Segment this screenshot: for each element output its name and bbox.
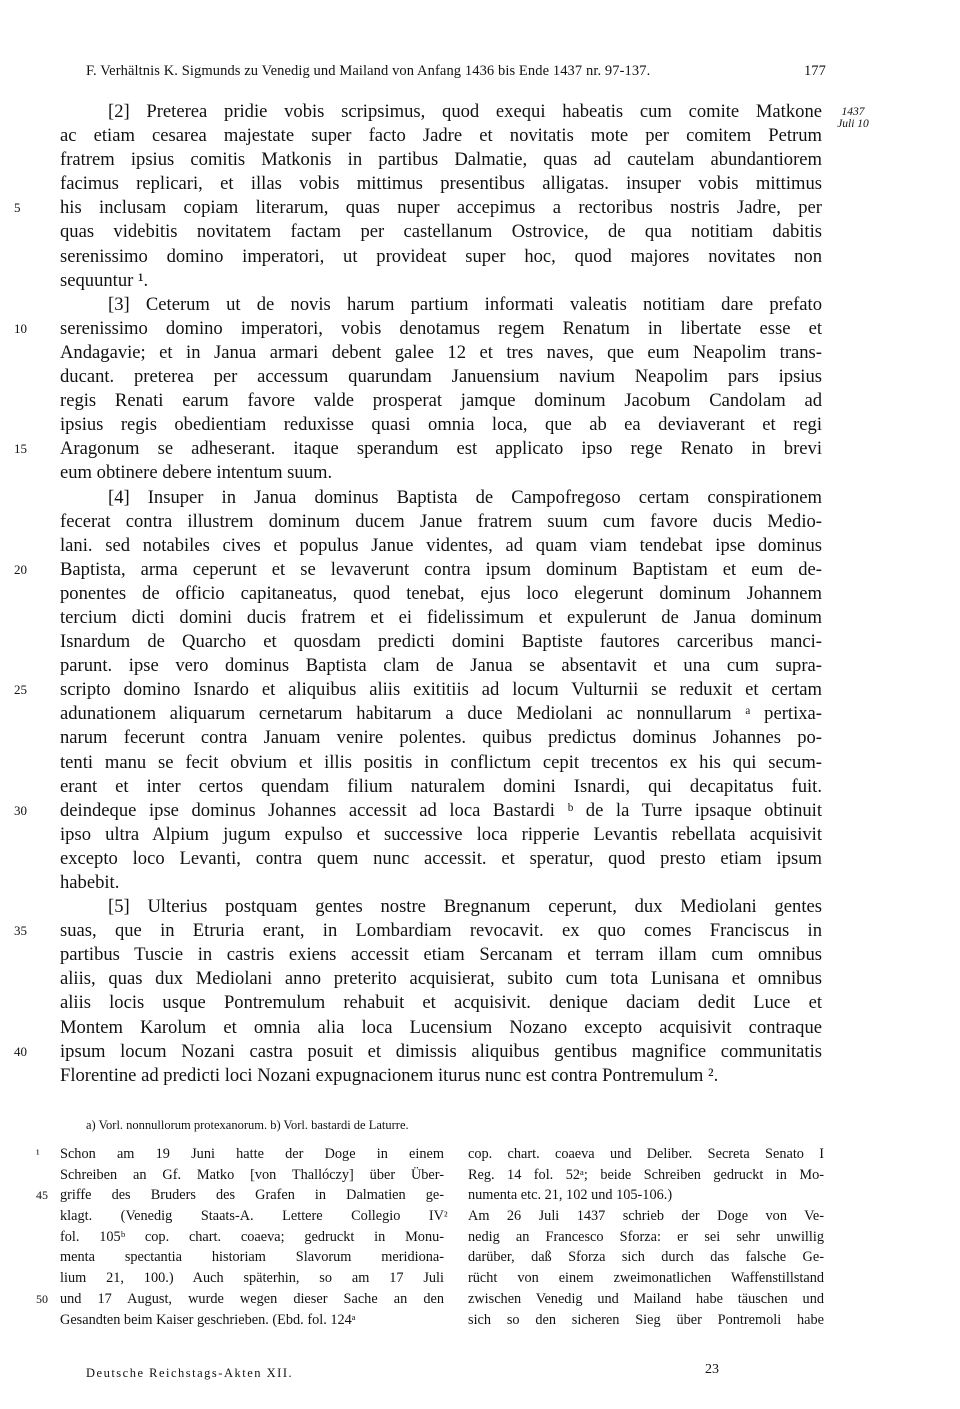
footnote-right-line (468, 1289, 824, 1310)
text-line-number: 5 (14, 200, 21, 216)
footnote-left-line (60, 1206, 444, 1227)
footnote-left-line-number: ¹ (36, 1147, 40, 1161)
text-line-text: ponentes de officio capitaneatus, quod tenebat, ejus loco elegerunt dominum Johannem (60, 582, 822, 604)
text-line-text: [3] Ceterum ut de novis harum partium informati valeatis notitiam dare prefato (108, 293, 822, 315)
footnotes-left-column (36, 1144, 444, 1330)
footnote-left-line-text: und 17 August, wurde wegen dieser Sache an den (60, 1290, 444, 1307)
text-line (60, 606, 822, 630)
text-line (14, 799, 822, 823)
footnote-right-line-text: numenta etc. 21, 102 und 105-106.) (468, 1187, 673, 1204)
footnote-left-line-text: klagt. (Venedig Staats-A. Lettere Collegio IV (60, 1208, 444, 1225)
text-line (60, 124, 822, 148)
text-line-text: sequuntur ¹. (60, 269, 149, 291)
footnote-right-line-text: darüber, daß Sforza sich durch das falsche Ge- (468, 1249, 824, 1266)
footnote-left-line (36, 1144, 444, 1165)
footnote-left-line (60, 1165, 444, 1186)
footnote-left-line (36, 1185, 444, 1206)
text-line-text: parunt. ipse vero dominus Baptista clam de Janua se absentavit et una cum supra- (60, 655, 822, 677)
text-line-text: deindeque ipse dominus Johannes accessit ad loca Bastardi ᵇ de la Turre ipsaque obtinuit (60, 799, 822, 821)
text-line-text: tercium dicti domini ducis fratrem et ei fidelissimum et expulerunt de Janua dominum (60, 606, 822, 628)
text-line-text: aliis, quas dux Mediolani anno preterito acquisierat, subito cum tota Lunisana et omnibus (60, 968, 822, 990)
text-line-number: 25 (14, 682, 27, 698)
footnote-right-line-text: rücht von einem zweimonatlichen Waffenstillstand (468, 1270, 824, 1287)
text-line (14, 196, 822, 220)
text-line (60, 943, 822, 967)
margin-date (833, 106, 873, 130)
text-line (60, 726, 822, 750)
text-line (60, 751, 822, 775)
text-line-text: Montem Karolum et omnia alia loca Lucensium Nozano excepto acquisivit contraque (60, 1016, 822, 1038)
footnote-right-line-text: nedig an Francesco Sforza: er sei sehr unwillig (468, 1228, 824, 1245)
text-line (60, 654, 822, 678)
footnote-left-line-text: fol. 105ᵇ cop. chart. coaeva; gedruckt in Monu- (60, 1228, 444, 1245)
main-text (14, 100, 822, 1088)
footnote-right-line-text: sich so den sicheren Sieg über Pontremoli habe (468, 1311, 824, 1328)
text-line-text: quas videbitis novitatem factam per castellanum Ostrovice, de qua notitiam dabitis (60, 221, 822, 243)
text-line (60, 220, 822, 244)
text-line-number: 35 (14, 923, 27, 939)
footnote-left-line (60, 1310, 444, 1331)
footnote-left-line-text: Gesandten beim Kaiser geschrieben. (Ebd. fol. 124ᵃ (60, 1311, 356, 1328)
footnote-left-line (60, 1268, 444, 1289)
footnote-left-line-number: 45 (36, 1188, 48, 1203)
text-line-text: ipsius regis obedientiam reduxisse quasi omnia loca, que ab ea deviaverant et regi (60, 414, 822, 436)
footnote-right-line (444, 1206, 824, 1227)
text-line-text: partibus Tuscie in castris exiens accessit etiam Sercanam et terram illam cum omnibus (60, 944, 822, 966)
text-line-text: serenissimo domino imperatori, vobis denotamus regem Renatum in libertate esse et (60, 317, 822, 339)
text-line (60, 823, 822, 847)
text-line-text: his inclusam copiam literarum, quas nuper accepimus a rectoribus nostris Jadre, per (60, 197, 822, 219)
text-line (60, 365, 822, 389)
text-line (60, 245, 822, 269)
variant-notes: a) Vorl. nonnullorum protexanorum. b) Vorl. bastardi de Laturre. (86, 1118, 409, 1132)
text-line (60, 1064, 822, 1088)
text-line-number: 40 (14, 1043, 27, 1059)
text-line-text: lani. sed notabiles cives et populus Janue videntes, ad quam viam tendebat ipse dominus (60, 534, 822, 556)
text-line (60, 389, 822, 413)
footnote-right-line (468, 1227, 824, 1248)
text-line-text: ducant. preterea per accessum quarundam Januensium navium Neapolim pars ipsius (60, 366, 822, 388)
footnote-left-line-text: Schreiben an Gf. Matko [von Thallóczy] über Über- (60, 1166, 444, 1183)
footer-signature-number: 23 (705, 1362, 719, 1377)
text-line-text: Isnardum de Quarcho et quosdam predicti domini Baptiste fautores carceribus manci- (60, 631, 822, 653)
footnote-left-line-text: griffe des Bruders des Grafen in Dalmatien ge- (60, 1187, 444, 1204)
text-line-text: habebit. (60, 872, 120, 893)
text-line-text: regis Renati earum favore valde prosperat jamque dominum Jacobum Candolam ad (60, 390, 822, 412)
text-line (60, 510, 822, 534)
footnote-right-line (468, 1247, 824, 1268)
footnote-left-line-text: menta spectantia historiam Slavorum meridiona- (60, 1249, 444, 1266)
text-line-text: suas, que in Etruria erant, in Lombardiam revocavit. ex quo comes Franciscus in (60, 920, 822, 942)
text-line-text: Baptista, arma ceperunt et se levaverunt contra ipsum dominum Baptistam et eum de- (60, 558, 822, 580)
text-line-text: aliis locis usque Pontremulum rehabuit et acquisivit. denique daciam dedit Luce et (60, 992, 822, 1014)
footnote-right-line (468, 1144, 824, 1165)
footnote-left-line (36, 1289, 444, 1310)
text-line-text: fratrem ipsius comitis Matkonis in partibus Dalmatie, quas ad cautelam abundantiorem (60, 149, 822, 171)
footnote-left-line-number: 50 (36, 1291, 48, 1306)
text-line-text: [5] Ulterius postquam gentes nostre Bregnanum ceperunt, dux Mediolani gentes (108, 896, 822, 918)
text-line-text: erant et inter certos quendam filium naturalem domini Isnardi, qui decapitatus fuit. (60, 775, 822, 797)
text-line-text: ipso ultra Alpium jugum expulso et successive loca ripperie Levantis rebellata acquisivit (60, 823, 822, 845)
text-line-text: [4] Insuper in Janua dominus Baptista de Campofregoso certam conspirationem (108, 486, 822, 508)
margin-date-day: Juli 10 (837, 118, 869, 130)
text-line (60, 413, 822, 437)
text-line-number: 15 (14, 441, 27, 457)
text-line (14, 558, 822, 582)
text-line (60, 148, 822, 172)
text-line-number: 20 (14, 561, 27, 577)
footnote-right-line-text: zwischen Venedig und Mailand habe täuschen und (468, 1290, 824, 1307)
margin-date-year: 1437 (841, 106, 865, 118)
footnote-right-line (468, 1310, 824, 1331)
text-line (60, 100, 822, 124)
text-line (60, 534, 822, 558)
text-line (60, 293, 822, 317)
text-line (60, 341, 822, 365)
text-line-text: Andagavie; et in Janua armari debent galee 12 et tres naves, que eum Neapolim trans- (60, 341, 822, 363)
text-line-number: 10 (14, 320, 27, 336)
text-line (60, 461, 822, 485)
text-line (14, 317, 822, 341)
footnote-left-line (60, 1227, 444, 1248)
text-line-text: scripto domino Isnardo et aliquibus aliis exititiis ad locum Vulturnii se reduxit et certam (60, 679, 822, 701)
text-line (60, 1016, 822, 1040)
text-line (60, 486, 822, 510)
footnote-right-line-text: Am 26 Juli 1437 schrieb der Doge von Ve- (468, 1208, 824, 1225)
text-line (60, 967, 822, 991)
text-line-text: tenti manu se fecit obvium et illis positis in conflictum cepit trecentos ex his qui secum- (60, 751, 822, 773)
text-line (60, 895, 822, 919)
text-line (60, 991, 822, 1015)
header-title: F. Verhältnis K. Sigmunds zu Venedig und Mailand von Anfang 1436 bis Ende 1437 nr. 97-137. (86, 63, 651, 79)
text-line-text: excepto loco Levanti, contra quem nunc accessit. et speratur, quod presto etiam ipsum (60, 847, 822, 869)
text-line (60, 582, 822, 606)
text-line-text: narum fecerunt contra Januam venire polentes. quibus predictus dominus Johannes po- (60, 727, 822, 749)
text-line-number: 30 (14, 802, 27, 818)
running-header (86, 63, 826, 80)
text-line (14, 678, 822, 702)
text-line-text: facimus replicari, et illas vobis mittimus presentibus alligatas. insuper vobis mittimus (60, 173, 822, 195)
text-line (60, 269, 822, 293)
footnote-right-line-text: cop. chart. coaeva und Deliber. Secreta Senato I (468, 1146, 824, 1162)
text-line-text: [2] Preterea pridie vobis scripsimus, quod exequi habeatis cum comite Matkone (108, 101, 822, 122)
footnote-right-line-number: ² (444, 1209, 448, 1224)
footnotes-right-column (444, 1144, 824, 1330)
text-line-text: adunationem aliquarum cernetarum habitarum a duce Mediolani ac nonnullarum ᵃ pertixa- (60, 703, 822, 725)
text-line-text: Aragonum se adheserant. itaque sperandum est applicato ipso rege Renato in brevi (60, 438, 822, 460)
footnote-right-line (468, 1268, 824, 1289)
text-line (60, 871, 822, 895)
footnote-right-line-text: Reg. 14 fol. 52ᵃ; beide Schreiben gedruckt in Mo- (468, 1166, 824, 1183)
footnote-right-line (468, 1185, 824, 1206)
text-line (60, 847, 822, 871)
text-line (14, 437, 822, 461)
text-line-text: Florentine ad predicti loci Nozani expugnacionem iturus nunc est contra Pontremulum ². (60, 1064, 719, 1086)
text-line (60, 775, 822, 799)
text-line-text: serenissimo domino imperatori, ut provideat super hoc, quod majores novitates non (60, 245, 822, 267)
text-line (60, 630, 822, 654)
header-page-number: 177 (803, 63, 826, 79)
text-line-text: fecerat contra illustrem dominum ducem Janue fratrem suum cum favore ducis Medio- (60, 510, 822, 532)
footer-series-title: Deutsche Reichstags-Akten XII. (86, 1366, 294, 1380)
text-line-text: eum obtinere debere intentum suum. (60, 462, 333, 484)
text-line-text: ipsum locum Nozani castra posuit et dimissis aliquibus gentibus magnifice communitatis (60, 1040, 822, 1062)
footnote-left-line-text: lium 21, 100.) Auch späterhin, so am 17 Juli (60, 1270, 444, 1287)
text-line (14, 919, 822, 943)
text-line (14, 1040, 822, 1064)
footnote-right-line (468, 1165, 824, 1186)
text-line-text: ac etiam cesarea majestate super facto Jadre et novitatis mote per comitem Petrum (60, 125, 822, 147)
footnote-left-line (60, 1247, 444, 1268)
text-line (60, 702, 822, 726)
text-line (60, 172, 822, 196)
footnote-left-line-text: Schon am 19 Juni hatte der Doge in einem (60, 1146, 444, 1162)
